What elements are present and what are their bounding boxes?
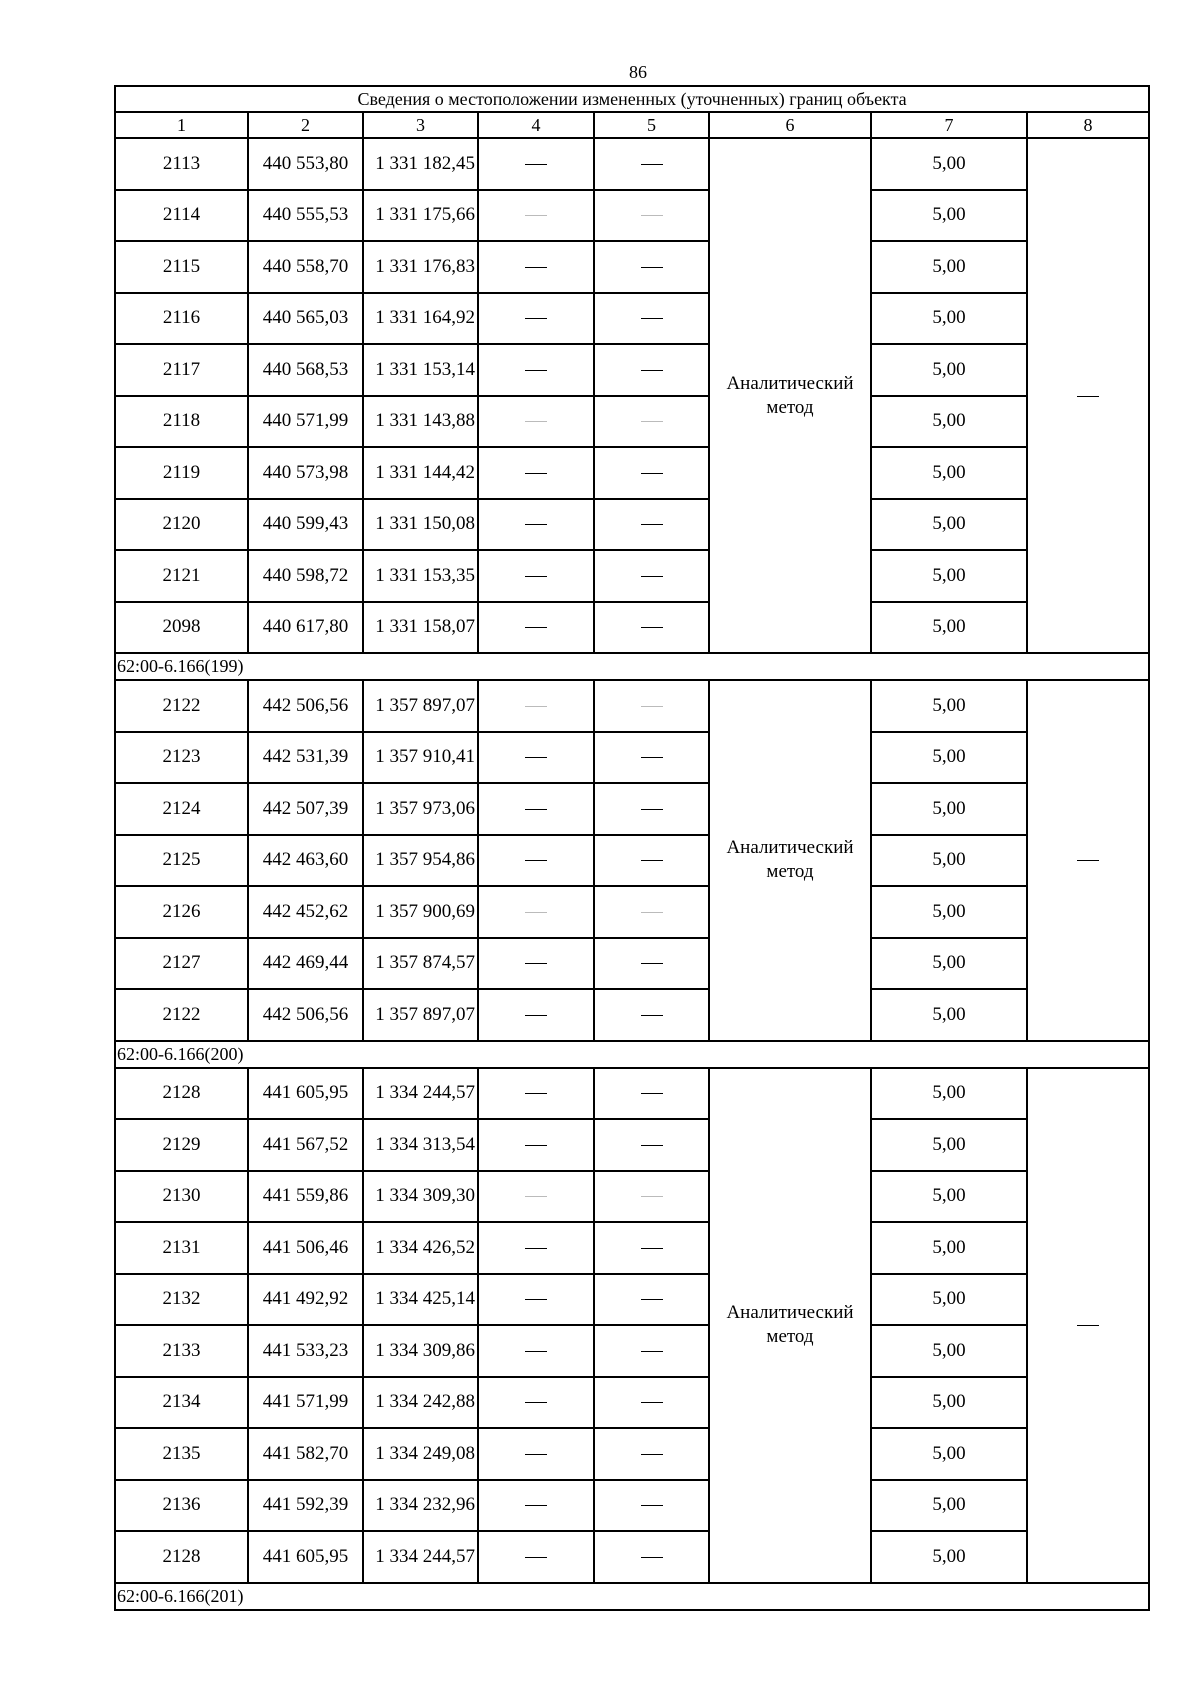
y-coordinate-cell: 1 334 244,57	[363, 1531, 478, 1583]
column-5-cell	[594, 1274, 709, 1326]
em-dash-mark	[641, 912, 663, 913]
table-row	[115, 1171, 1149, 1223]
method-label: Аналитический метод	[726, 837, 854, 883]
em-dash-mark	[525, 215, 547, 216]
em-dash-mark	[641, 963, 663, 964]
accuracy-cell: 5,00	[871, 886, 1027, 938]
em-dash-mark	[641, 860, 663, 861]
point-number-cell: 2115	[115, 241, 248, 293]
y-coordinate-cell: 1 331 175,66	[363, 190, 478, 242]
column-5-cell	[594, 1531, 709, 1583]
section-label-row	[115, 653, 1149, 680]
em-dash-mark	[641, 164, 663, 165]
em-dash-mark	[525, 576, 547, 577]
column-number-header: 5	[594, 112, 709, 138]
column-8-cell	[1027, 138, 1149, 653]
x-coordinate-cell: 441 605,95	[248, 1531, 363, 1583]
column-5-cell	[594, 938, 709, 990]
section-label-row	[115, 1583, 1149, 1610]
column-4-cell	[478, 190, 594, 242]
table-row	[115, 938, 1149, 990]
table-row	[115, 989, 1149, 1041]
em-dash-mark	[525, 267, 547, 268]
table-title: Сведения о местоположении измененных (уточненных) границ объекта	[115, 86, 1149, 112]
x-coordinate-cell: 441 592,39	[248, 1480, 363, 1532]
accuracy-cell: 5,00	[871, 1274, 1027, 1326]
em-dash-mark	[525, 1145, 547, 1146]
point-number-cell: 2124	[115, 783, 248, 835]
column-5-cell	[594, 190, 709, 242]
em-dash-mark	[641, 627, 663, 628]
table-row	[115, 1531, 1149, 1583]
x-coordinate-cell: 440 558,70	[248, 241, 363, 293]
column-5-cell	[594, 293, 709, 345]
em-dash-mark	[641, 1248, 663, 1249]
point-number-cell: 2117	[115, 344, 248, 396]
table-row	[115, 732, 1149, 784]
y-coordinate-cell: 1 331 143,88	[363, 396, 478, 448]
point-number-cell: 2116	[115, 293, 248, 345]
point-number-cell: 2120	[115, 499, 248, 551]
column-4-cell	[478, 938, 594, 990]
column-4-cell	[478, 293, 594, 345]
accuracy-cell: 5,00	[871, 1531, 1027, 1583]
point-number-cell: 2129	[115, 1119, 248, 1171]
table-row	[115, 396, 1149, 448]
y-coordinate-cell: 1 334 249,08	[363, 1428, 478, 1480]
column-4-cell	[478, 550, 594, 602]
section-label: 62:00-6.166(201)	[115, 1583, 1149, 1610]
column-5-cell	[594, 344, 709, 396]
em-dash-mark	[641, 1402, 663, 1403]
x-coordinate-cell: 442 531,39	[248, 732, 363, 784]
accuracy-cell: 5,00	[871, 293, 1027, 345]
em-dash-mark	[525, 473, 547, 474]
point-number-cell: 2121	[115, 550, 248, 602]
em-dash-mark	[525, 1248, 547, 1249]
em-dash-mark	[525, 1402, 547, 1403]
em-dash-mark	[1077, 396, 1099, 397]
point-number-cell: 2127	[115, 938, 248, 990]
x-coordinate-cell: 442 506,56	[248, 680, 363, 732]
em-dash-mark	[641, 215, 663, 216]
accuracy-cell: 5,00	[871, 835, 1027, 887]
em-dash-mark	[525, 1351, 547, 1352]
em-dash-mark	[525, 809, 547, 810]
table-row	[115, 1480, 1149, 1532]
em-dash-mark	[641, 576, 663, 577]
x-coordinate-cell: 440 617,80	[248, 602, 363, 654]
em-dash-mark	[525, 1093, 547, 1094]
x-coordinate-cell: 441 605,95	[248, 1068, 363, 1120]
column-5-cell	[594, 1377, 709, 1429]
em-dash-mark	[641, 370, 663, 371]
table-row	[115, 1325, 1149, 1377]
column-4-cell	[478, 680, 594, 732]
table-row	[115, 241, 1149, 293]
column-4-cell	[478, 1480, 594, 1532]
column-number-header: 7	[871, 112, 1027, 138]
accuracy-cell: 5,00	[871, 1377, 1027, 1429]
column-number-header: 4	[478, 112, 594, 138]
accuracy-cell: 5,00	[871, 680, 1027, 732]
em-dash-mark	[525, 963, 547, 964]
column-4-cell	[478, 499, 594, 551]
boundary-coordinates-table	[114, 85, 1150, 1611]
y-coordinate-cell: 1 357 874,57	[363, 938, 478, 990]
y-coordinate-cell: 1 331 164,92	[363, 293, 478, 345]
accuracy-cell: 5,00	[871, 783, 1027, 835]
em-dash-mark	[641, 706, 663, 707]
accuracy-cell: 5,00	[871, 138, 1027, 190]
y-coordinate-cell: 1 334 244,57	[363, 1068, 478, 1120]
point-number-cell: 2125	[115, 835, 248, 887]
accuracy-cell: 5,00	[871, 241, 1027, 293]
em-dash-mark	[525, 1505, 547, 1506]
x-coordinate-cell: 441 559,86	[248, 1171, 363, 1223]
em-dash-mark	[1077, 860, 1099, 861]
table-row	[115, 499, 1149, 551]
table-row	[115, 783, 1149, 835]
x-coordinate-cell: 441 533,23	[248, 1325, 363, 1377]
y-coordinate-cell: 1 334 242,88	[363, 1377, 478, 1429]
point-number-cell: 2133	[115, 1325, 248, 1377]
em-dash-mark	[525, 1015, 547, 1016]
accuracy-cell: 5,00	[871, 1068, 1027, 1120]
column-4-cell	[478, 138, 594, 190]
column-4-cell	[478, 1068, 594, 1120]
x-coordinate-cell: 441 582,70	[248, 1428, 363, 1480]
accuracy-cell: 5,00	[871, 732, 1027, 784]
table-row	[115, 886, 1149, 938]
page-number: 86	[629, 62, 647, 82]
column-number-header: 6	[709, 112, 871, 138]
x-coordinate-cell: 440 599,43	[248, 499, 363, 551]
column-5-cell	[594, 732, 709, 784]
x-coordinate-cell: 440 571,99	[248, 396, 363, 448]
column-5-cell	[594, 1171, 709, 1223]
em-dash-mark	[525, 1454, 547, 1455]
em-dash-mark	[525, 757, 547, 758]
em-dash-mark	[525, 318, 547, 319]
y-coordinate-cell: 1 334 313,54	[363, 1119, 478, 1171]
accuracy-cell: 5,00	[871, 1325, 1027, 1377]
accuracy-cell: 5,00	[871, 1428, 1027, 1480]
y-coordinate-cell: 1 331 153,35	[363, 550, 478, 602]
column-5-cell	[594, 602, 709, 654]
x-coordinate-cell: 441 571,99	[248, 1377, 363, 1429]
em-dash-mark	[641, 1145, 663, 1146]
em-dash-mark	[525, 1557, 547, 1558]
point-number-cell: 2119	[115, 447, 248, 499]
point-number-cell: 2126	[115, 886, 248, 938]
em-dash-mark	[525, 627, 547, 628]
y-coordinate-cell: 1 357 897,07	[363, 680, 478, 732]
column-5-cell	[594, 886, 709, 938]
column-5-cell	[594, 1480, 709, 1532]
point-number-cell: 2132	[115, 1274, 248, 1326]
column-5-cell	[594, 138, 709, 190]
column-number-header: 2	[248, 112, 363, 138]
column-4-cell	[478, 989, 594, 1041]
table-row	[115, 1068, 1149, 1120]
column-4-cell	[478, 1377, 594, 1429]
em-dash-mark	[641, 1505, 663, 1506]
column-5-cell	[594, 447, 709, 499]
table-row	[115, 680, 1149, 732]
column-4-cell	[478, 1531, 594, 1583]
table-row	[115, 190, 1149, 242]
column-5-cell	[594, 1222, 709, 1274]
section-label: 62:00-6.166(200)	[115, 1041, 1149, 1068]
point-number-cell: 2122	[115, 989, 248, 1041]
x-coordinate-cell: 440 573,98	[248, 447, 363, 499]
table-row	[115, 1119, 1149, 1171]
column-5-cell	[594, 1119, 709, 1171]
x-coordinate-cell: 442 507,39	[248, 783, 363, 835]
accuracy-cell: 5,00	[871, 602, 1027, 654]
y-coordinate-cell: 1 331 182,45	[363, 138, 478, 190]
column-4-cell	[478, 1171, 594, 1223]
em-dash-mark	[1077, 1325, 1099, 1326]
column-4-cell	[478, 1428, 594, 1480]
table-row	[115, 344, 1149, 396]
column-5-cell	[594, 241, 709, 293]
method-label: Аналитический метод	[726, 372, 854, 418]
y-coordinate-cell: 1 357 954,86	[363, 835, 478, 887]
method-cell	[709, 1068, 871, 1583]
em-dash-mark	[641, 524, 663, 525]
column-8-cell	[1027, 1068, 1149, 1583]
method-label: Аналитический метод	[726, 1302, 854, 1347]
column-4-cell	[478, 344, 594, 396]
y-coordinate-cell: 1 331 150,08	[363, 499, 478, 551]
x-coordinate-cell: 441 492,92	[248, 1274, 363, 1326]
em-dash-mark	[525, 860, 547, 861]
em-dash-mark	[641, 809, 663, 810]
table-row	[115, 835, 1149, 887]
y-coordinate-cell: 1 334 309,86	[363, 1325, 478, 1377]
column-5-cell	[594, 499, 709, 551]
y-coordinate-cell: 1 331 176,83	[363, 241, 478, 293]
column-5-cell	[594, 1325, 709, 1377]
point-number-cell: 2122	[115, 680, 248, 732]
column-5-cell	[594, 783, 709, 835]
point-number-cell: 2136	[115, 1480, 248, 1532]
section-label: 62:00-6.166(199)	[115, 653, 1149, 680]
x-coordinate-cell: 442 469,44	[248, 938, 363, 990]
y-coordinate-cell: 1 357 910,41	[363, 732, 478, 784]
point-number-cell: 2135	[115, 1428, 248, 1480]
x-coordinate-cell: 440 553,80	[248, 138, 363, 190]
column-number-header: 8	[1027, 112, 1149, 138]
em-dash-mark	[641, 473, 663, 474]
accuracy-cell: 5,00	[871, 1171, 1027, 1223]
column-4-cell	[478, 1222, 594, 1274]
column-5-cell	[594, 835, 709, 887]
y-coordinate-cell: 1 357 897,07	[363, 989, 478, 1041]
x-coordinate-cell: 441 506,46	[248, 1222, 363, 1274]
table-row	[115, 293, 1149, 345]
column-5-cell	[594, 550, 709, 602]
column-number-header: 1	[115, 112, 248, 138]
point-number-cell: 2128	[115, 1531, 248, 1583]
y-coordinate-cell: 1 331 144,42	[363, 447, 478, 499]
column-5-cell	[594, 1428, 709, 1480]
x-coordinate-cell: 440 565,03	[248, 293, 363, 345]
column-4-cell	[478, 1325, 594, 1377]
y-coordinate-cell: 1 331 153,14	[363, 344, 478, 396]
point-number-cell: 2098	[115, 602, 248, 654]
point-number-cell: 2114	[115, 190, 248, 242]
column-4-cell	[478, 241, 594, 293]
y-coordinate-cell: 1 334 232,96	[363, 1480, 478, 1532]
column-5-cell	[594, 396, 709, 448]
point-number-cell: 2131	[115, 1222, 248, 1274]
y-coordinate-cell: 1 334 425,14	[363, 1274, 478, 1326]
x-coordinate-cell: 441 567,52	[248, 1119, 363, 1171]
x-coordinate-cell: 442 452,62	[248, 886, 363, 938]
x-coordinate-cell: 442 506,56	[248, 989, 363, 1041]
em-dash-mark	[641, 1015, 663, 1016]
column-4-cell	[478, 886, 594, 938]
em-dash-mark	[525, 912, 547, 913]
accuracy-cell: 5,00	[871, 989, 1027, 1041]
em-dash-mark	[525, 706, 547, 707]
x-coordinate-cell: 442 463,60	[248, 835, 363, 887]
table-row	[115, 138, 1149, 190]
em-dash-mark	[525, 421, 547, 422]
point-number-cell: 2130	[115, 1171, 248, 1223]
em-dash-mark	[525, 164, 547, 165]
accuracy-cell: 5,00	[871, 1480, 1027, 1532]
y-coordinate-cell: 1 334 426,52	[363, 1222, 478, 1274]
accuracy-cell: 5,00	[871, 550, 1027, 602]
y-coordinate-cell: 1 334 309,30	[363, 1171, 478, 1223]
table-row	[115, 550, 1149, 602]
column-5-cell	[594, 680, 709, 732]
accuracy-cell: 5,00	[871, 344, 1027, 396]
accuracy-cell: 5,00	[871, 447, 1027, 499]
column-4-cell	[478, 783, 594, 835]
method-cell	[709, 138, 871, 653]
column-4-cell	[478, 1119, 594, 1171]
accuracy-cell: 5,00	[871, 396, 1027, 448]
point-number-cell: 2118	[115, 396, 248, 448]
column-8-cell	[1027, 680, 1149, 1041]
point-number-cell: 2113	[115, 138, 248, 190]
column-number-header: 3	[363, 112, 478, 138]
method-cell	[709, 680, 871, 1041]
em-dash-mark	[641, 1351, 663, 1352]
em-dash-mark	[525, 1196, 547, 1197]
column-4-cell	[478, 447, 594, 499]
point-number-cell: 2128	[115, 1068, 248, 1120]
x-coordinate-cell: 440 568,53	[248, 344, 363, 396]
point-number-cell: 2134	[115, 1377, 248, 1429]
column-4-cell	[478, 602, 594, 654]
em-dash-mark	[525, 524, 547, 525]
column-4-cell	[478, 396, 594, 448]
x-coordinate-cell: 440 555,53	[248, 190, 363, 242]
accuracy-cell: 5,00	[871, 499, 1027, 551]
table-row	[115, 1222, 1149, 1274]
column-4-cell	[478, 732, 594, 784]
point-number-cell: 2123	[115, 732, 248, 784]
em-dash-mark	[641, 1299, 663, 1300]
accuracy-cell: 5,00	[871, 1119, 1027, 1171]
accuracy-cell: 5,00	[871, 1222, 1027, 1274]
em-dash-mark	[525, 1299, 547, 1300]
em-dash-mark	[641, 267, 663, 268]
table-row	[115, 1377, 1149, 1429]
column-5-cell	[594, 989, 709, 1041]
em-dash-mark	[641, 1454, 663, 1455]
table-row	[115, 447, 1149, 499]
table-row	[115, 602, 1149, 654]
em-dash-mark	[641, 1093, 663, 1094]
table-row	[115, 1428, 1149, 1480]
em-dash-mark	[641, 1196, 663, 1197]
y-coordinate-cell: 1 357 973,06	[363, 783, 478, 835]
em-dash-mark	[641, 421, 663, 422]
y-coordinate-cell: 1 357 900,69	[363, 886, 478, 938]
column-4-cell	[478, 1274, 594, 1326]
accuracy-cell: 5,00	[871, 938, 1027, 990]
em-dash-mark	[525, 370, 547, 371]
y-coordinate-cell: 1 331 158,07	[363, 602, 478, 654]
column-5-cell	[594, 1068, 709, 1120]
x-coordinate-cell: 440 598,72	[248, 550, 363, 602]
em-dash-mark	[641, 1557, 663, 1558]
column-4-cell	[478, 835, 594, 887]
em-dash-mark	[641, 318, 663, 319]
table-row	[115, 1274, 1149, 1326]
section-label-row	[115, 1041, 1149, 1068]
accuracy-cell: 5,00	[871, 190, 1027, 242]
em-dash-mark	[641, 757, 663, 758]
